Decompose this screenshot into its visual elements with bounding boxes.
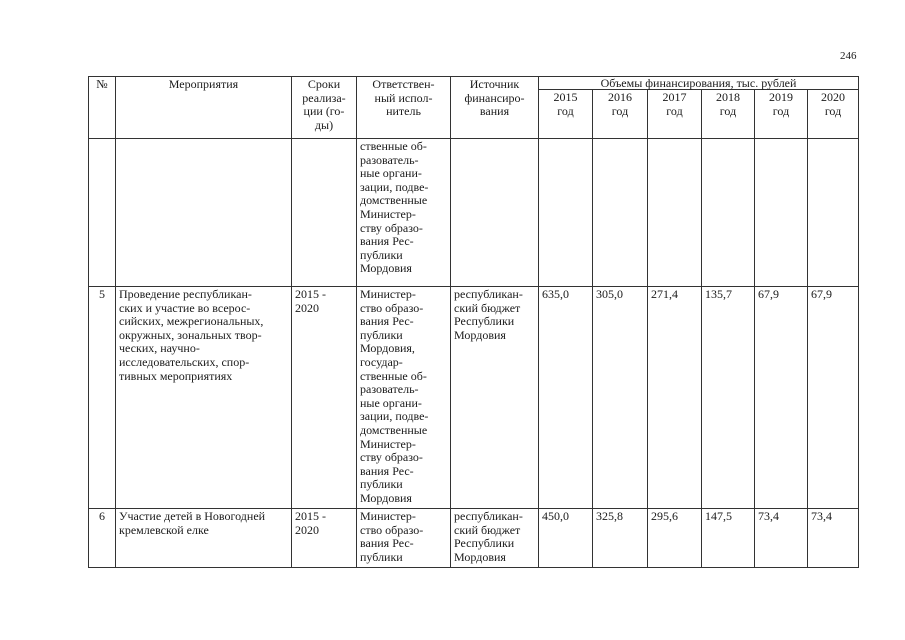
row-source xyxy=(451,139,539,287)
row-event: Проведение республикан- ских и участие во всерос- сийских, межрегиональных, окружных, зональных твор- ческих, научно- исследовательских, спор- тивных мероприятиях xyxy=(116,287,292,509)
header-period: Сроки реализа- ции (го- ды) xyxy=(292,77,357,139)
row-value-2018 xyxy=(702,139,755,287)
header-year-2020: 2020 год xyxy=(808,90,859,139)
row-value-2020 xyxy=(808,139,859,287)
row-responsible: Министер- ство образо- вания Рес- публики Мордовия, государ- ственные об- разователь- ные органи- зации, подве- домственные Министер- ству образо- вания Рес- публики Мордовия xyxy=(357,287,451,509)
header-events: Мероприятия xyxy=(116,77,292,139)
header-num: № xyxy=(89,77,116,139)
table-row-6 xyxy=(89,509,859,568)
header-source: Источник финансиро- вания xyxy=(451,77,539,139)
row-event xyxy=(116,139,292,287)
row-value-2020: 67,9 xyxy=(808,287,859,509)
row-value-2020: 73,4 xyxy=(808,509,859,568)
row-event: Участие детей в Новогодней кремлевской елке xyxy=(116,509,292,568)
financing-table xyxy=(88,76,859,568)
row-value-2017 xyxy=(648,139,702,287)
row-value-2018: 147,5 xyxy=(702,509,755,568)
row-source: республикан- ский бюджет Республики Мордовия xyxy=(451,287,539,509)
header-year-2017: 2017 год xyxy=(648,90,702,139)
row-num: 5 xyxy=(89,287,116,509)
header-financing: Объемы финансирования, тыс. рублей xyxy=(539,77,859,90)
row-responsible: Министер- ство образо- вания Рес- публики xyxy=(357,509,451,568)
row-period: 2015 - 2020 xyxy=(292,509,357,568)
header-year-2016: 2016 год xyxy=(593,90,648,139)
table-row-continuation xyxy=(89,139,859,287)
row-responsible: ственные об- разователь- ные органи- зации, подве- домственные Министер- ству образо- вания Рес- публики Мордовия xyxy=(357,139,451,287)
row-value-2015: 635,0 xyxy=(539,287,593,509)
row-value-2016: 305,0 xyxy=(593,287,648,509)
row-value-2018: 135,7 xyxy=(702,287,755,509)
row-value-2016 xyxy=(593,139,648,287)
row-value-2019: 73,4 xyxy=(755,509,808,568)
row-value-2019: 67,9 xyxy=(755,287,808,509)
header-year-2015: 2015 год xyxy=(539,90,593,139)
row-value-2019 xyxy=(755,139,808,287)
row-source: республикан- ский бюджет Республики Мордовия xyxy=(451,509,539,568)
row-num: 6 xyxy=(89,509,116,568)
row-value-2015 xyxy=(539,139,593,287)
header-year-2019: 2019 год xyxy=(755,90,808,139)
row-value-2017: 295,6 xyxy=(648,509,702,568)
row-value-2016: 325,8 xyxy=(593,509,648,568)
row-period xyxy=(292,139,357,287)
row-period: 2015 - 2020 xyxy=(292,287,357,509)
row-value-2015: 450,0 xyxy=(539,509,593,568)
table-row-5 xyxy=(89,287,859,509)
header-row xyxy=(89,77,859,90)
page-number: 246 xyxy=(840,50,857,62)
header-responsible: Ответствен- ный испол- нитель xyxy=(357,77,451,139)
row-num xyxy=(89,139,116,287)
header-year-2018: 2018 год xyxy=(702,90,755,139)
row-value-2017: 271,4 xyxy=(648,287,702,509)
